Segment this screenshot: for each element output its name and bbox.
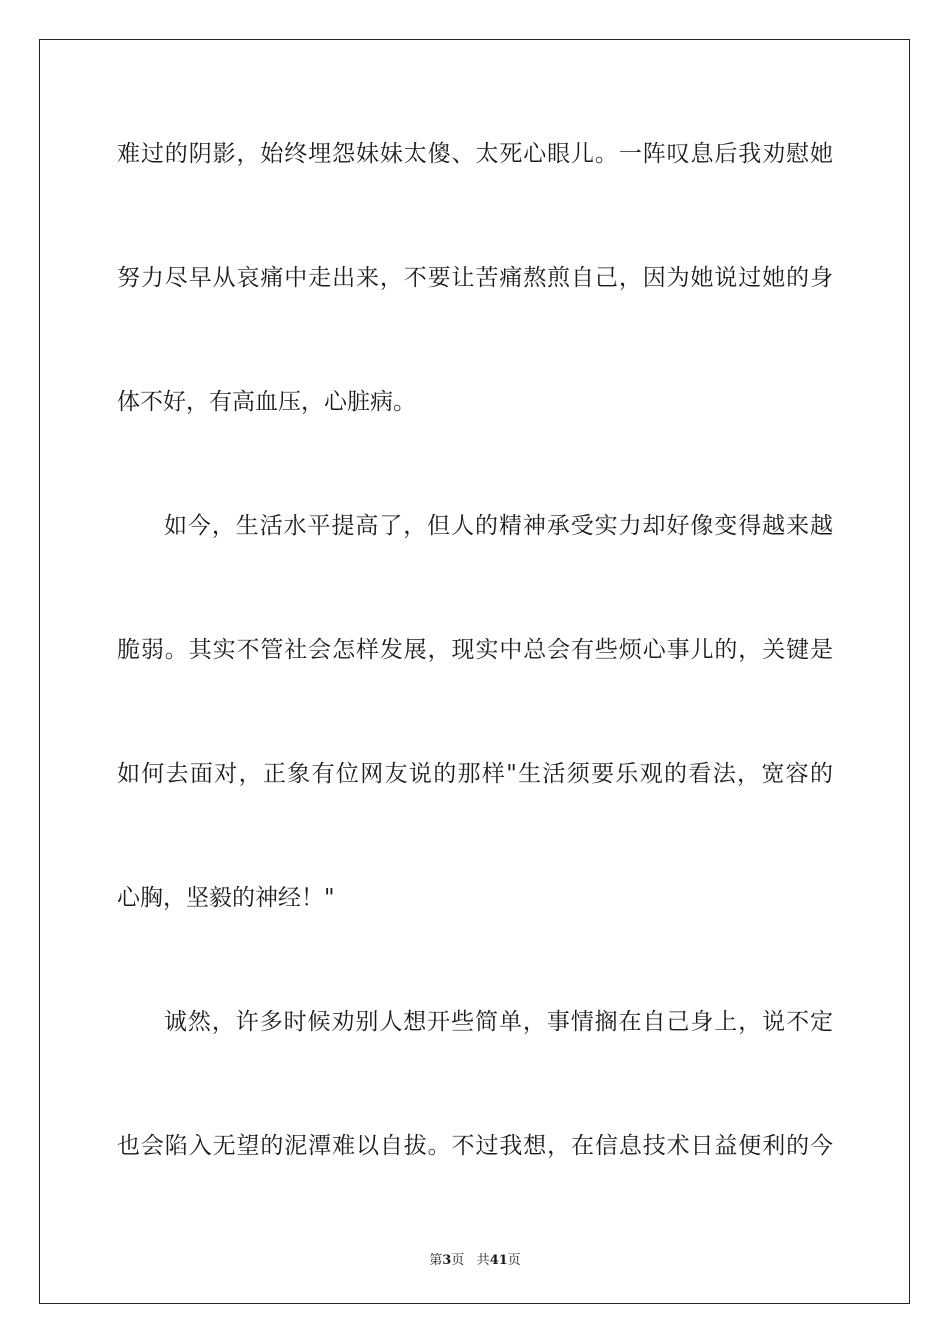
body-text-line: 体不好，有高血压，心脏病。: [117, 389, 416, 415]
footer-page-suffix: 页: [451, 1253, 465, 1268]
body-text-line: 心胸，坚毅的神经！": [117, 885, 335, 911]
page-footer: [0, 1249, 950, 1268]
body-text-line: 努力尽早从哀痛中走出来，不要让苦痛熬煎自己，因为她说过她的身: [117, 265, 833, 291]
footer-total-pages: 41: [489, 1253, 508, 1268]
footer-page-number: 3: [442, 1253, 452, 1268]
body-text-line: 如今，生活水平提高了，但人的精神承受实力却好像变得越来越: [164, 513, 833, 539]
body-text-line: 如何去面对，正象有位网友说的那样"生活须要乐观的看法，宽容的: [117, 761, 833, 787]
footer-page-prefix: 第: [429, 1253, 443, 1268]
page-border: [39, 39, 910, 1304]
footer-total-suffix: 页: [507, 1253, 521, 1268]
body-text-line: 脆弱。其实不管社会怎样发展，现实中总会有些烦心事儿的，关键是: [117, 637, 833, 663]
body-text-line: 也会陷入无望的泥潭难以自拔。不过我想，在信息技术日益便利的今: [117, 1133, 833, 1159]
body-text-line: 诚然，许多时候劝别人想开些简单，事情搁在自己身上，说不定: [164, 1009, 833, 1035]
body-text-line: 难过的阴影，始终埋怨妹妹太傻、太死心眼儿。一阵叹息后我劝慰她: [117, 141, 833, 167]
footer-total-prefix: 共: [476, 1253, 490, 1268]
